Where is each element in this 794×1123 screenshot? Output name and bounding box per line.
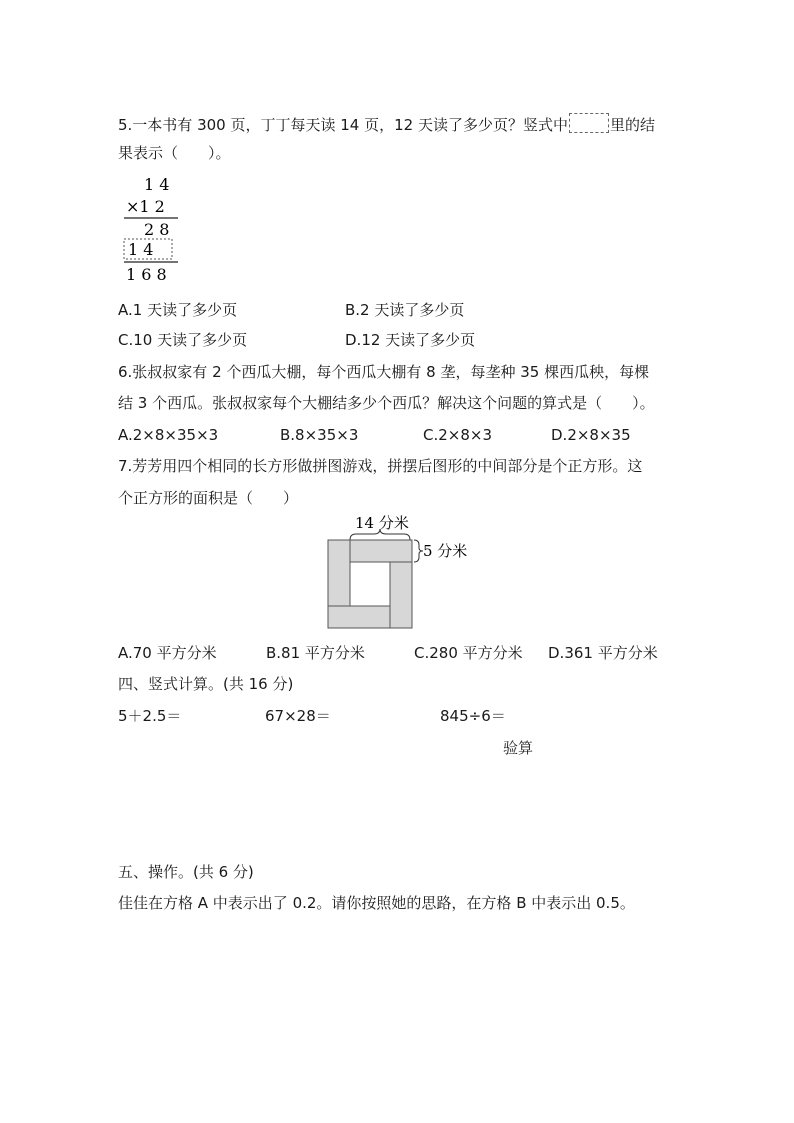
q5-option-b[interactable]: B.2 天读了多少页 bbox=[345, 301, 465, 319]
problem-2: 67×28＝ bbox=[265, 707, 331, 725]
vm-partial1: 2 8 bbox=[144, 220, 170, 239]
q6-stem-line2: 结 3 个西瓜。张叔叔家每个大棚结多少个西瓜？解决这个问题的算式是（ ）。 bbox=[118, 394, 655, 412]
dotted-box bbox=[569, 113, 609, 133]
section5-title: 五、操作。(共 6 分) bbox=[118, 863, 254, 881]
problem-3: 845÷6＝ bbox=[440, 707, 506, 725]
q7-option-a[interactable]: A.70 平方分米 bbox=[118, 644, 217, 662]
problem-1: 5＋2.5＝ bbox=[118, 707, 182, 725]
brace-right bbox=[414, 540, 423, 562]
rectangles-figure bbox=[320, 512, 480, 632]
label-width: 14 分米 bbox=[355, 514, 409, 532]
vm-result: 1 6 8 bbox=[126, 265, 167, 284]
q6-option-b[interactable]: B.8×35×3 bbox=[280, 426, 359, 444]
vm-partial2: 1 4 bbox=[128, 240, 154, 259]
q6-option-d[interactable]: D.2×8×35 bbox=[551, 426, 631, 444]
rect-bottom bbox=[328, 606, 390, 628]
q6-option-c[interactable]: C.2×8×3 bbox=[423, 426, 493, 444]
q7-option-c[interactable]: C.280 平方分米 bbox=[414, 644, 523, 662]
q7-option-b[interactable]: B.81 平方分米 bbox=[266, 644, 365, 662]
rect-left bbox=[328, 540, 350, 606]
section5-text: 佳佳在方格 A 中表示出了 0.2。请你按照她的思路，在方格 B 中表示出 0.5。 bbox=[118, 894, 635, 912]
q6-stem-line1: 6.张叔叔家有 2 个西瓜大棚，每个西瓜大棚有 8 垄，每垄种 35 棵西瓜秧，每棵 bbox=[118, 363, 650, 381]
center-square bbox=[350, 562, 390, 606]
rect-top bbox=[350, 540, 412, 562]
q5-option-a[interactable]: A.1 天读了多少页 bbox=[118, 301, 238, 319]
q5-stem-line1: 5.一本书有 300 页，丁丁每天读 14 页，12 天读了多少页？竖式中 里的结 bbox=[118, 113, 655, 135]
label-height: 5 分米 bbox=[423, 542, 468, 560]
q7-stem-line1: 7.芳芳用四个相同的长方形做拼图游戏，拼摆后图形的中间部分是个正方形。这 bbox=[118, 457, 643, 475]
vm-top: 1 4 bbox=[144, 175, 170, 194]
q6-option-a[interactable]: A.2×8×35×3 bbox=[118, 426, 219, 444]
q5-option-d[interactable]: D.12 天读了多少页 bbox=[345, 331, 476, 349]
q7-stem-line2: 个正方形的面积是（ ） bbox=[118, 489, 299, 507]
q5-option-c[interactable]: C.10 天读了多少页 bbox=[118, 331, 248, 349]
q5-stem-line2: 果表示（ ）。 bbox=[118, 144, 231, 162]
section4-title: 四、竖式计算。(共 16 分) bbox=[118, 675, 294, 693]
check-label: 验算 bbox=[503, 739, 534, 757]
vertical-multiplication bbox=[118, 172, 188, 284]
vm-mult: ×1 2 bbox=[126, 197, 165, 216]
q7-option-d[interactable]: D.361 平方分米 bbox=[548, 644, 658, 662]
rect-right bbox=[390, 562, 412, 628]
